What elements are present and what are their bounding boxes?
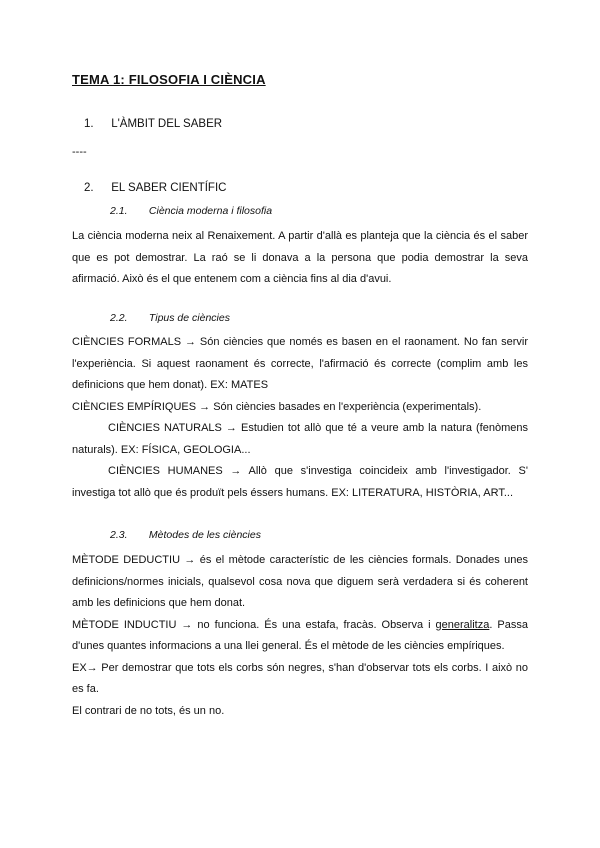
paragraph-science-types [72,332,528,504]
subsection-heading-2-3 [110,529,261,541]
deductive-method-text: MÈTODE DEDUCTIU → és el mètode característic de les ciències formals. Donades unes definicions/normes inicials, qualsevol cosa nova que diguem serà verdadera si és coherent amb les definicions que hem donat. [72,554,528,609]
subsection-heading-2-2 [110,312,230,324]
inductive-method-text [72,615,528,658]
empirical-sciences-text: CIÈNCIES EMPÍRIQUES → Són ciències basades en l'experiència (experimentals). [72,400,482,413]
paragraph-modern-science [72,226,528,291]
subsection-label: Ciència moderna i filosofia [148,205,273,217]
paragraph-text: La ciència moderna neix al Renaixement. A partir d'allà es planteja que la ciència és el saber que es pot demostrar. La raó se li donava a la persona que podia demostrar la seva afirmació. Això és el que entenem com a ciència fins al dia d'avui. [72,230,528,285]
section-number: 1. [84,118,94,130]
paragraph-methods [72,550,528,722]
inductive-text-b: . Passa d'unes quantes informacions a una llei general. És el mètode de les ciències empíriques. [72,618,528,652]
formal-sciences-text: CIÈNCIES FORMALS → Són ciències que només es basen en el raonament. No fan servir l'experiència. Si aquest raonament és correcte, l'afirmació és correcte (complim amb les definicions que hem donat). EX: MATES [72,336,528,391]
section-heading-2 [84,182,226,194]
section-number: 2. [84,182,94,194]
subsection-number: 2.2. [110,312,128,324]
human-sciences-text: CIÈNCIES HUMANES → Allò que s'investiga coincideix amb l'investigador. S' investiga tot allò que és produït pels éssers humans. EX: LITERATURA, HISTÒRIA, ART... [72,465,528,499]
subsection-label: Tipus de ciències [148,312,230,324]
subsection-number: 2.1. [110,205,128,217]
example-text: EX→ Per demostrar que tots els corbs són negres, s'han d'observar tots els corbs. I això no es fa. [72,661,528,695]
subsection-number: 2.3. [110,529,128,541]
section-label: EL SABER CIENTÍFIC [111,182,227,194]
inductive-text-a: MÈTODE INDUCTIU → no funciona. És una estafa, fracàs. Observa i [72,618,436,631]
separator-dashes: ---- [72,146,87,158]
underlined-word: generalitza [435,618,490,631]
section-label: L'ÀMBIT DEL SABER [111,118,223,130]
section-heading-1 [84,118,222,130]
subsection-label: Mètodes de les ciències [148,529,261,541]
document-title: TEMA 1: FILOSOFIA I CIÈNCIA [72,72,266,87]
subsection-heading-2-1 [110,205,272,217]
natural-sciences-text: CIÈNCIES NATURALS → Estudien tot allò que té a veure amb la natura (fenòmens naturals). EX: FÍSICA, GEOLOGIA... [72,422,528,456]
contrary-text: El contrari de no tots, és un no. [72,704,225,717]
